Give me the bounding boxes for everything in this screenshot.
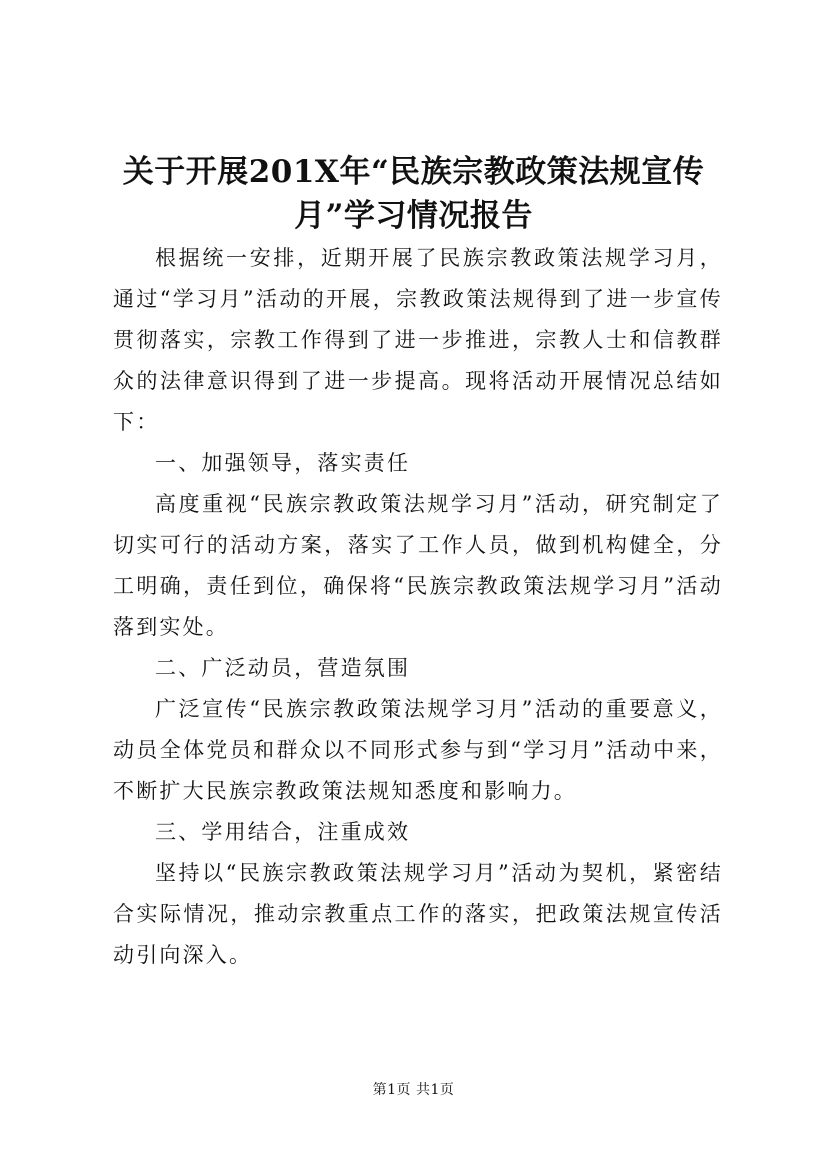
document-title	[100, 150, 727, 238]
section-paragraph-3: 坚持以“民族宗教政策法规学习月”活动为契机，紧密结合实际情况，推动宗教重点工作的落实，把政策法规宣传活动引向深入。	[113, 861, 723, 967]
section-paragraph-2: 广泛宣传“民族宗教政策法规学习月”活动的重要意义，动员全体党员和群众以不同形式参与到“学习月”活动中来，不断扩大民族宗教政策法规知悉度和影响力。	[113, 697, 723, 803]
section-heading-1: 一、加强领导，落实责任	[155, 451, 411, 475]
title-line-1: 关于开展201X年“民族宗教政策法规宣传	[122, 154, 705, 190]
section-heading-2: 二、广泛动员，营造氛围	[155, 656, 411, 680]
page-footer: 第1页 共1页	[372, 1082, 455, 1098]
intro-paragraph: 根据统一安排，近期开展了民族宗教政策法规学习月，通过“学习月”活动的开展，宗教政策法规得到了进一步宣传贯彻落实，宗教工作得到了进一步推进，宗教人士和信教群众的法律意识得到了进一步提高。现将活动开展情况总结如下：	[113, 246, 723, 434]
document-body	[113, 238, 723, 976]
section-paragraph-1: 高度重视“民族宗教政策法规学习月”活动，研究制定了切实可行的活动方案，落实了工作人员，做到机构健全，分工明确，责任到位，确保将“民族宗教政策法规学习月”活动落到实处。	[113, 492, 723, 639]
title-line-2: 月”学习情况报告	[294, 198, 533, 234]
section-heading-3: 三、学用结合，注重成效	[155, 820, 411, 844]
